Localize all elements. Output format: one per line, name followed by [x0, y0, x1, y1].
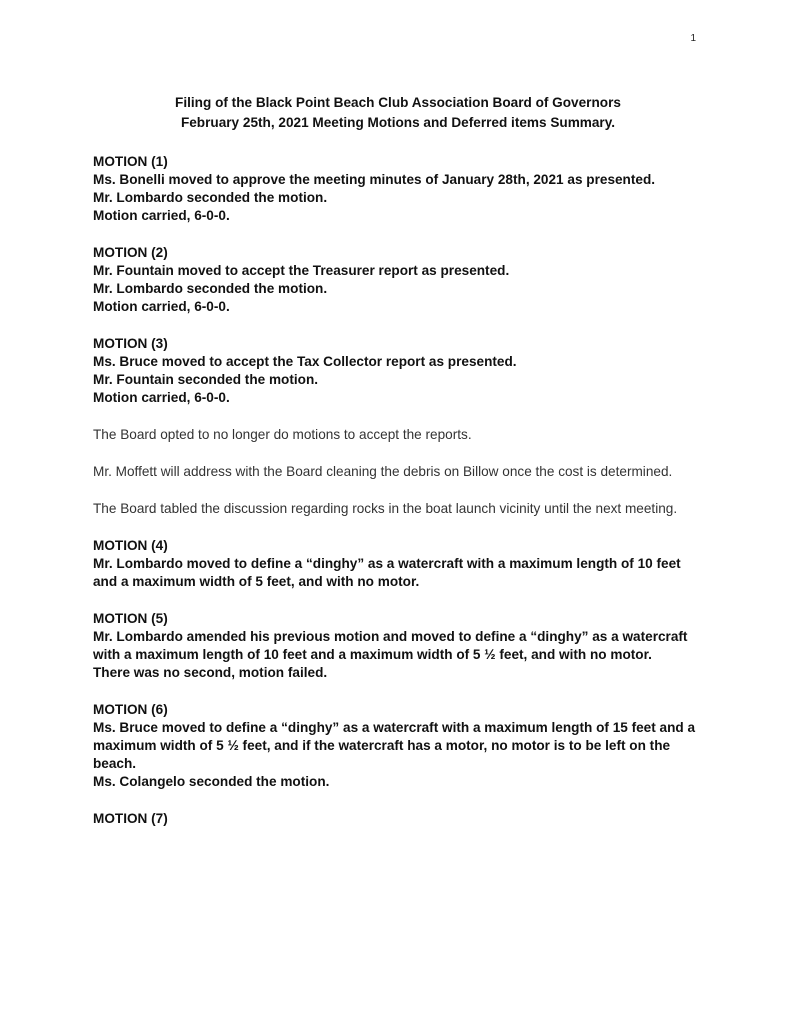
motion-result: There was no second, motion failed. [93, 665, 328, 680]
motion-result: Motion carried, 6-0-0. [93, 299, 230, 314]
note-text: The Board tabled the discussion regarding rocks in the boat launch vicinity until the next meeting. [93, 501, 678, 516]
motion-5-block [93, 610, 703, 682]
note-text: Mr. Moffett will address with the Board cleaning the debris on Billow once the cost is determined. [93, 464, 673, 479]
motion-second: Mr. Lombardo seconded the motion. [93, 281, 328, 296]
motion-4-block [93, 537, 703, 591]
motion-heading: MOTION (3) [93, 336, 168, 351]
motion-heading: MOTION (7) [93, 811, 168, 826]
note-reports [93, 426, 703, 444]
motion-second: Ms. Colangelo seconded the motion. [93, 774, 330, 789]
motion-heading: MOTION (1) [93, 154, 168, 169]
motion-second: Mr. Fountain seconded the motion. [93, 372, 319, 387]
motion-heading: MOTION (4) [93, 538, 168, 553]
title-line-2: February 25th, 2021 Meeting Motions and Deferred items Summary. [180, 115, 616, 130]
motion-result: Motion carried, 6-0-0. [93, 390, 230, 405]
motion-text: Ms. Bruce moved to define a “dinghy” as a watercraft with a maximum length of 15 feet and a maximum width of 5 ½ feet, and if the watercraft has a motor, no motor is to be left on the beach. [93, 720, 696, 771]
motion-text: Ms. Bonelli moved to approve the meeting minutes of January 28th, 2021 as presented. [93, 172, 656, 187]
motion-2-block [93, 244, 703, 316]
motion-6-block [93, 701, 703, 791]
motion-text: Ms. Bruce moved to accept the Tax Collector report as presented. [93, 354, 517, 369]
document-body [93, 93, 703, 847]
motion-1-block [93, 153, 703, 225]
note-text: The Board opted to no longer do motions to accept the reports. [93, 427, 472, 442]
note-debris [93, 463, 703, 481]
note-rocks [93, 500, 703, 518]
motion-result: Motion carried, 6-0-0. [93, 208, 230, 223]
motion-heading: MOTION (5) [93, 611, 168, 626]
motion-heading: MOTION (6) [93, 702, 168, 717]
document-title [93, 93, 703, 133]
motion-7-block [93, 810, 703, 828]
motion-text: Mr. Fountain moved to accept the Treasurer report as presented. [93, 263, 510, 278]
motion-3-block [93, 335, 703, 407]
motion-text: Mr. Lombardo moved to define a “dinghy” as a watercraft with a maximum length of 10 feet and a maximum width of 5 feet, and with no motor. [93, 556, 681, 589]
motion-second: Mr. Lombardo seconded the motion. [93, 190, 328, 205]
title-line-1: Filing of the Black Point Beach Club Association Board of Governors [175, 95, 621, 110]
motion-text: Mr. Lombardo amended his previous motion and moved to define a “dinghy” as a watercraft with a maximum length of 10 feet and a maximum width of 5 ½ feet, and with no motor. [93, 629, 688, 662]
motion-heading: MOTION (2) [93, 245, 168, 260]
page-number: 1 [690, 33, 696, 44]
